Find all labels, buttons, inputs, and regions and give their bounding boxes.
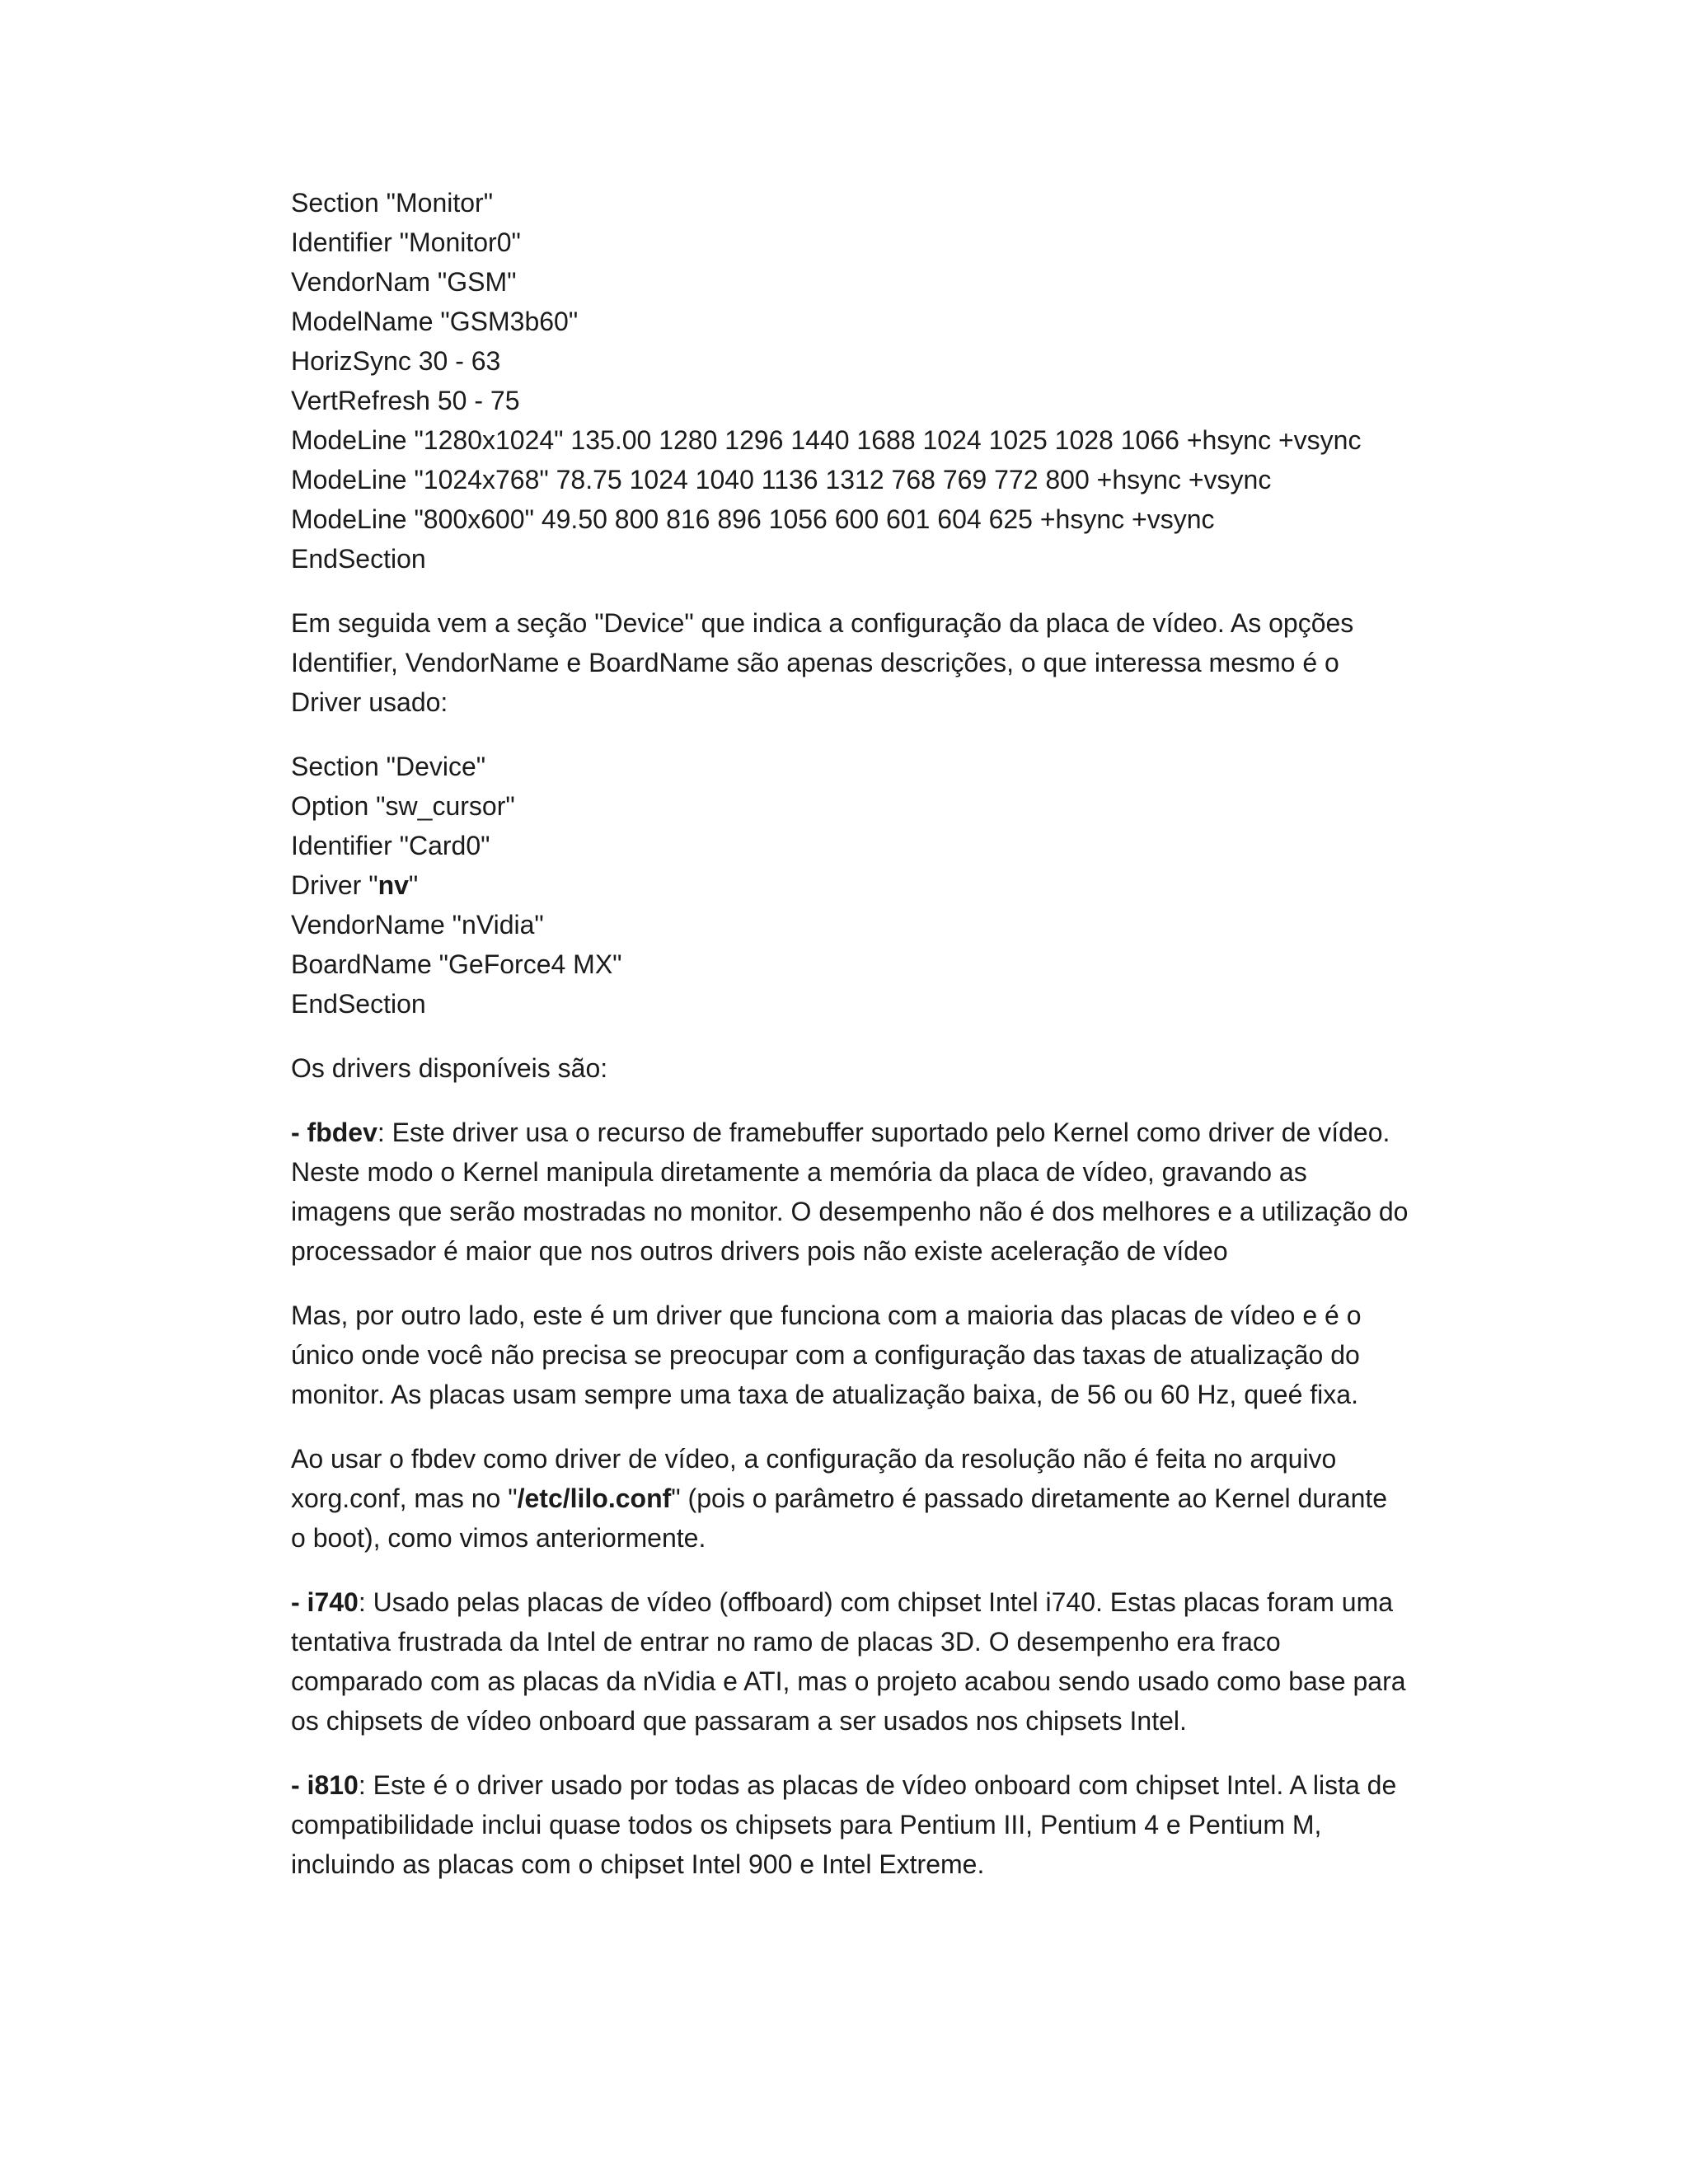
- text-run: : Usado pelas placas de vídeo (offboard) com chipset Intel i740. Estas placas foram uma: [358, 1587, 1394, 1617]
- monitor-section-code: [291, 183, 1428, 579]
- document-page: [291, 183, 1428, 1909]
- text-line: Driver usado:: [291, 687, 448, 717]
- driver-term-bold: - i740: [291, 1587, 359, 1617]
- text-line: Ao usar o fbdev como driver de vídeo, a configuração da resolução não é feita no arquivo: [291, 1444, 1337, 1474]
- device-section-code: [291, 747, 1428, 1024]
- text-line: tentativa frustrada da Intel de entrar no ramo de placas 3D. O desempenho era fraco: [291, 1627, 1281, 1657]
- text-line: compatibilidade inclui quase todos os chipsets para Pentium III, Pentium 4 e Pentium M,: [291, 1810, 1322, 1840]
- code-line: VendorName "nVidia": [291, 910, 544, 940]
- text-line: processador é maior que nos outros drivers pois não existe aceleração de vídeo: [291, 1236, 1228, 1266]
- driver-term-bold: - i810: [291, 1770, 359, 1800]
- text-line: imagens que serão mostradas no monitor. O desempenho não é dos melhores e a utilização do: [291, 1197, 1409, 1226]
- text-run: ": [408, 870, 419, 900]
- code-line: EndSection: [291, 989, 426, 1019]
- fbdev-paragraph-2: [291, 1296, 1428, 1414]
- driver-term-bold: - fbdev: [291, 1118, 377, 1147]
- text-run: : Este é o driver usado por todas as placas de vídeo onboard com chipset Intel. A lista de: [358, 1770, 1397, 1800]
- code-line: Identifier "Card0": [291, 831, 490, 860]
- text-run: Driver ": [291, 870, 378, 900]
- code-line: Section "Device": [291, 752, 486, 781]
- device-intro-paragraph: [291, 603, 1428, 722]
- lilo-path-bold: /etc/lilo.conf: [517, 1483, 672, 1513]
- text-line: [291, 1582, 1428, 1622]
- code-line: ModeLine "1280x1024" 135.00 1280 1296 1440 1688 1024 1025 1028 1066 +hsync +vsync: [291, 425, 1362, 455]
- text-run: : Este driver usa o recurso de framebuffer suportado pelo Kernel como driver de vídeo.: [377, 1118, 1390, 1147]
- text-line: [291, 1113, 1428, 1152]
- i740-paragraph: [291, 1582, 1428, 1741]
- code-line: ModeLine "800x600" 49.50 800 816 896 1056 600 601 604 625 +hsync +vsync: [291, 504, 1215, 534]
- code-line: Identifier "Monitor0": [291, 227, 521, 257]
- text-line: os chipsets de vídeo onboard que passaram a ser usados nos chipsets Intel.: [291, 1706, 1187, 1736]
- i810-paragraph: [291, 1765, 1428, 1884]
- text-line: Identifier, VendorName e BoardName são apenas descrições, o que interessa mesmo é o: [291, 648, 1339, 677]
- fbdev-paragraph-3: [291, 1439, 1428, 1558]
- code-line-driver: [291, 865, 1428, 905]
- text-line: Os drivers disponíveis são:: [291, 1053, 608, 1083]
- text-line: único onde você não precisa se preocupar com a configuração das taxas de atualização do: [291, 1340, 1360, 1370]
- code-line: EndSection: [291, 544, 426, 574]
- text-line: Em seguida vem a seção "Device" que indica a configuração da placa de vídeo. As opções: [291, 608, 1354, 638]
- text-line: [291, 1479, 1428, 1518]
- code-line: HorizSync 30 - 63: [291, 346, 501, 376]
- code-line: BoardName "GeForce4 MX": [291, 949, 622, 979]
- driver-name-bold: nv: [377, 870, 409, 900]
- code-line: Option "sw_cursor": [291, 791, 515, 821]
- code-line: Section "Monitor": [291, 188, 494, 218]
- code-line: ModeLine "1024x768" 78.75 1024 1040 1136 1312 768 769 772 800 +hsync +vsync: [291, 465, 1272, 494]
- text-line: monitor. As placas usam sempre uma taxa de atualização baixa, de 56 ou 60 Hz, queé fixa.: [291, 1380, 1358, 1409]
- code-line: ModelName "GSM3b60": [291, 307, 579, 336]
- code-line: VertRefresh 50 - 75: [291, 386, 520, 415]
- drivers-intro-paragraph: [291, 1048, 1428, 1088]
- text-line: incluindo as placas com o chipset Intel 900 e Intel Extreme.: [291, 1849, 985, 1879]
- text-line: Mas, por outro lado, este é um driver que funciona com a maioria das placas de vídeo e é o: [291, 1301, 1362, 1330]
- text-line: [291, 1765, 1428, 1805]
- code-line: VendorNam "GSM": [291, 267, 517, 297]
- text-line: comparado com as placas da nVidia e ATI, mas o projeto acabou sendo usado como base para: [291, 1666, 1406, 1696]
- text-run: xorg.conf, mas no ": [291, 1483, 518, 1513]
- text-line: o boot), como vimos anteriormente.: [291, 1523, 706, 1553]
- fbdev-paragraph: [291, 1113, 1428, 1271]
- text-run: " (pois o parâmetro é passado diretamente ao Kernel durante: [671, 1483, 1388, 1513]
- text-line: Neste modo o Kernel manipula diretamente a memória da placa de vídeo, gravando as: [291, 1157, 1307, 1187]
